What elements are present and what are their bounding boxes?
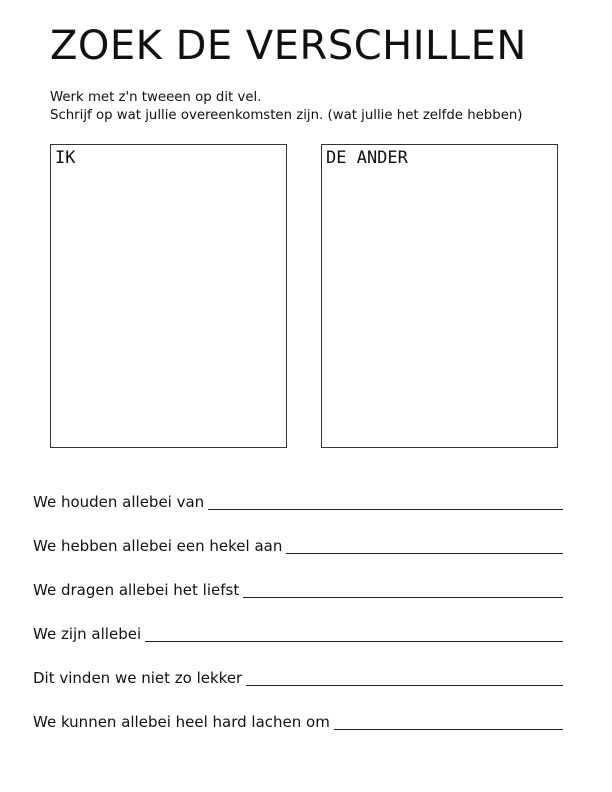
fill-in-prompt: We houden allebei van [33,493,205,511]
page-title: ZOEK DE VERSCHILLEN [50,23,527,69]
fill-in-blank[interactable] [246,665,563,686]
fill-in-row [33,600,563,644]
ik-box-label: IK [55,148,76,168]
fill-in-blank[interactable] [334,709,563,730]
de-ander-box[interactable] [321,144,558,448]
fill-in-prompt: We zijn allebei [33,625,142,643]
fill-in-row [33,688,563,732]
de-ander-box-label: DE ANDER [326,148,408,168]
fill-in-blank[interactable] [208,489,563,510]
fill-in-blank[interactable] [145,621,563,642]
fill-in-lines [33,490,563,732]
instruction-line: Werk met z'n tweeen op dit vel. [50,90,262,105]
fill-in-row [33,556,563,600]
fill-in-row [33,512,563,556]
fill-in-prompt: We kunnen allebei heel hard lachen om [33,713,330,731]
fill-in-blank[interactable] [243,577,563,598]
fill-in-blank[interactable] [286,533,563,554]
fill-in-prompt: We dragen allebei het liefst [33,581,240,599]
fill-in-row [33,644,563,688]
instruction-line: Schrijf op wat jullie overeenkomsten zijn. (wat jullie het zelfde hebben) [50,108,523,123]
fill-in-row [33,490,563,512]
fill-in-prompt: Dit vinden we niet zo lekker [33,669,243,687]
fill-in-prompt: We hebben allebei een hekel aan [33,537,283,555]
ik-box[interactable] [50,144,287,448]
instructions [50,89,523,125]
